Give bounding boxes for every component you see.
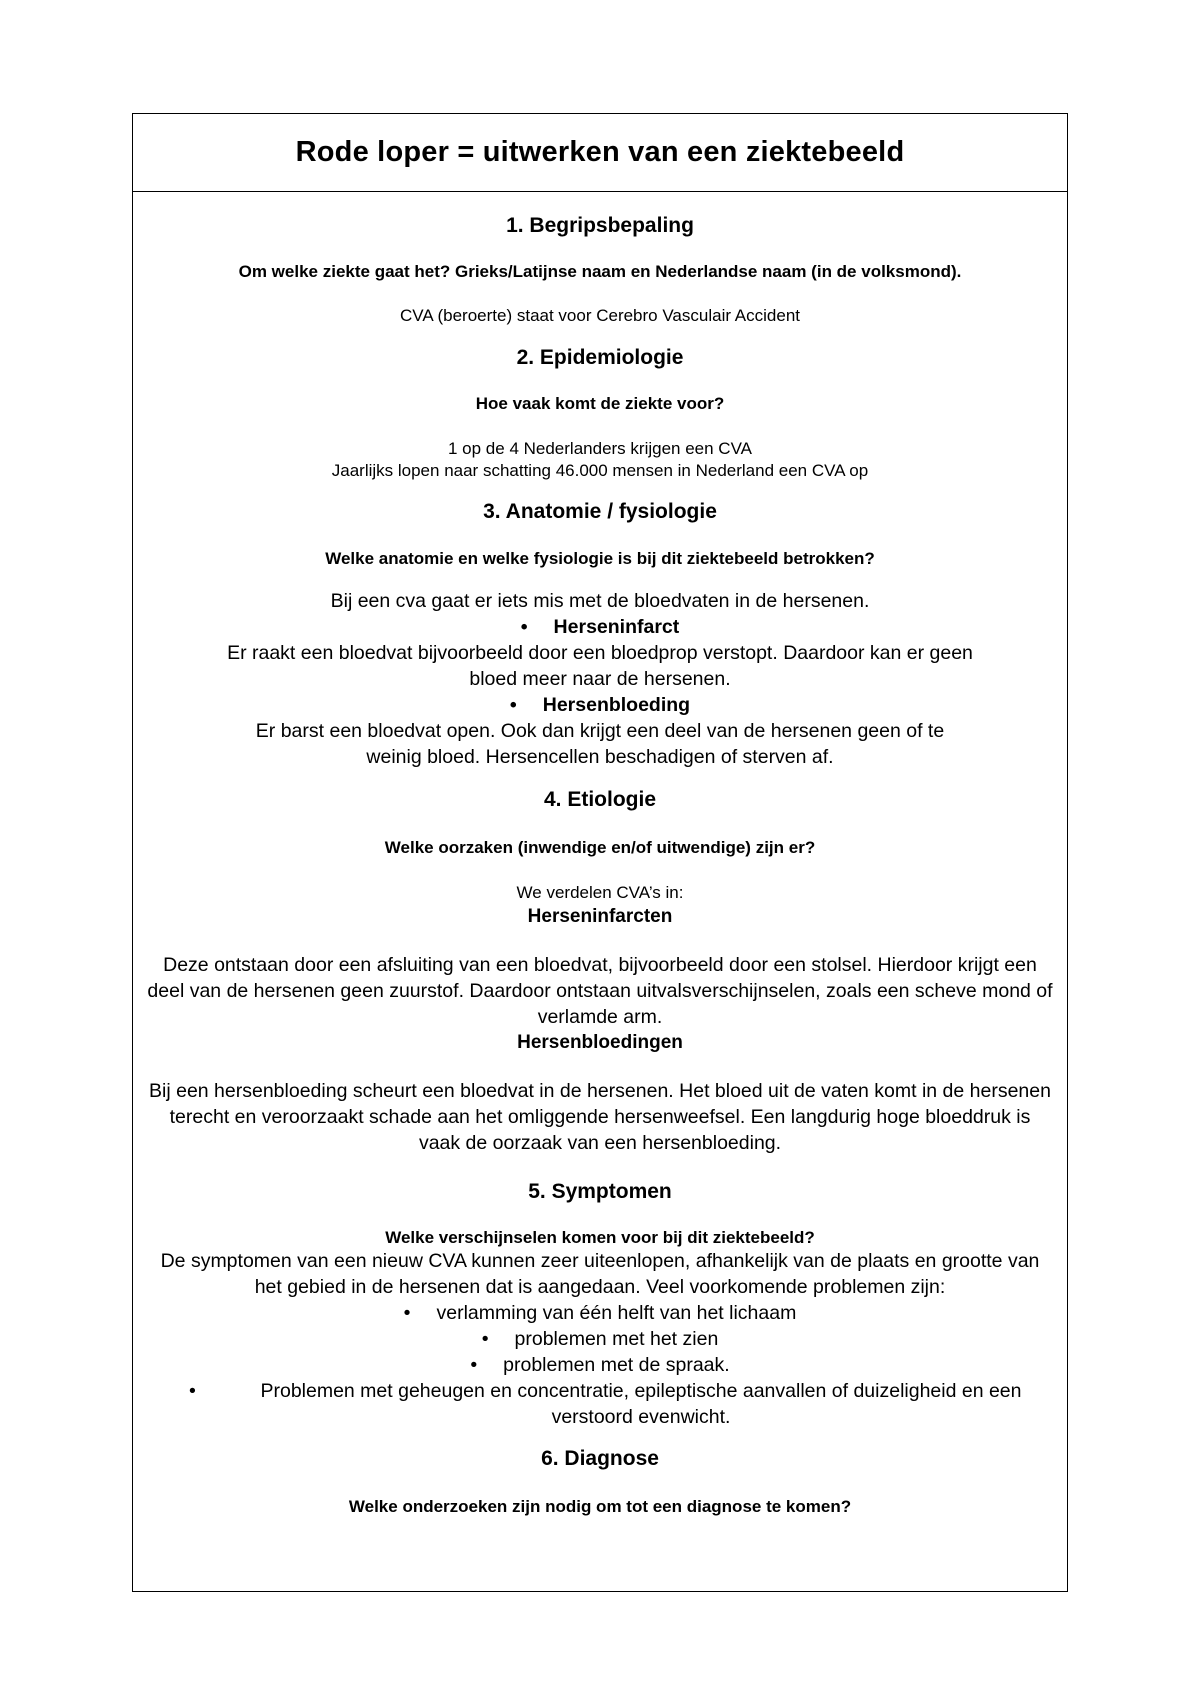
bullet-item: • problemen met de spraak.	[470, 1354, 730, 1376]
section-question: Welke verschijnselen komen voor bij dit ziektebeeld?	[385, 1228, 815, 1247]
bullet-item: • problemen met het zien	[481, 1328, 719, 1350]
bullet-icon: •	[189, 1380, 196, 1402]
section-text: Deze ontstaan door een afsluiting van een bloedvat, bijvoorbeeld door een stolsel. Hierdoor krijgt een deel van de hersenen geen zuurstof. Daardoor ontstaan uitvalsverschijnselen, zoals een scheve mond of verlamde arm.	[147, 954, 1053, 1028]
section-heading-etiologie: 4. Etiologie	[543, 788, 656, 811]
section-text: We verdelen CVA’s in:	[516, 883, 684, 902]
bullet-item: • Herseninfarct	[520, 616, 680, 638]
section-text: Bij een hersenbloeding scheurt een bloedvat in de hersenen. Het bloed uit de vaten komt in de hersenen terecht en veroorzaakt schade aan het omliggende hersenweefsel. Een langdurig hoge bloeddruk is vaak de oorzaak van een hersenbloeding.	[149, 1080, 1051, 1154]
bullet-text: Er raakt een bloedvat bijvoorbeeld door een bloedprop verstopt. Daardoor kan er geen bloed meer naar de hersenen.	[227, 642, 973, 690]
document-frame	[132, 113, 1068, 1592]
section-question: Welke onderzoeken zijn nodig om tot een diagnose te komen?	[348, 1497, 852, 1516]
bullet-item: • Hersenbloeding	[509, 694, 691, 716]
page-title: Rode loper = uitwerken van een ziektebeeld	[295, 136, 905, 168]
section-question: Om welke ziekte gaat het? Grieks/Latijnse naam en Nederlandse naam (in de volksmond).	[238, 262, 962, 281]
section-heading-epidemiologie: 2. Epidemiologie	[516, 346, 684, 369]
section-text-line: 1 op de 4 Nederlanders krijgen een CVA	[448, 439, 752, 458]
content	[133, 214, 1067, 1517]
section-question: Hoe vaak komt de ziekte voor?	[475, 394, 725, 413]
section-heading-anatomie: 3. Anatomie / fysiologie	[483, 500, 717, 523]
section-text: De symptomen van een nieuw CVA kunnen zeer uiteenlopen, afhankelijk van de plaats en grootte van het gebied in de hersenen dat is aangedaan. Veel voorkomende problemen zijn:	[160, 1250, 1040, 1298]
bullet-item: • verlamming van één helft van het lichaam	[403, 1302, 797, 1324]
section-text: CVA (beroerte) staat voor Cerebro Vasculair Accident	[400, 306, 800, 325]
bullet-icon: •	[509, 694, 517, 716]
sub-heading: Hersenbloedingen	[517, 1032, 683, 1053]
section-text-line: Jaarlijks lopen naar schatting 46.000 mensen in Nederland een CVA op	[331, 461, 869, 480]
section-text: Bij een cva gaat er iets mis met de bloedvaten in de hersenen.	[330, 590, 870, 612]
section-question: Welke oorzaken (inwendige en/of uitwendige) zijn er?	[384, 838, 816, 857]
section-heading-symptomen: 5. Symptomen	[528, 1180, 672, 1203]
title-box	[133, 114, 1067, 192]
bullet-icon: •	[403, 1302, 411, 1324]
bullet-icon: •	[520, 616, 528, 638]
section-heading-diagnose: 6. Diagnose	[541, 1447, 659, 1470]
bullet-text: Er barst een bloedvat open. Ook dan krijgt een deel van de hersenen geen of te weinig bloed. Hersencellen beschadigen of sterven af.	[255, 720, 945, 768]
bullet-icon: •	[470, 1354, 478, 1376]
bullet-item: • Problemen met geheugen en concentratie, epileptische aanvallen of duizeligheid en een verstoord evenwicht.	[189, 1380, 1022, 1428]
sub-heading: Herseninfarcten	[527, 906, 673, 927]
section-question: Welke anatomie en welke fysiologie is bij dit ziektebeeld betrokken?	[325, 549, 875, 568]
bullet-icon: •	[481, 1328, 489, 1350]
section-heading-begripsbepaling: 1. Begripsbepaling	[506, 214, 694, 237]
